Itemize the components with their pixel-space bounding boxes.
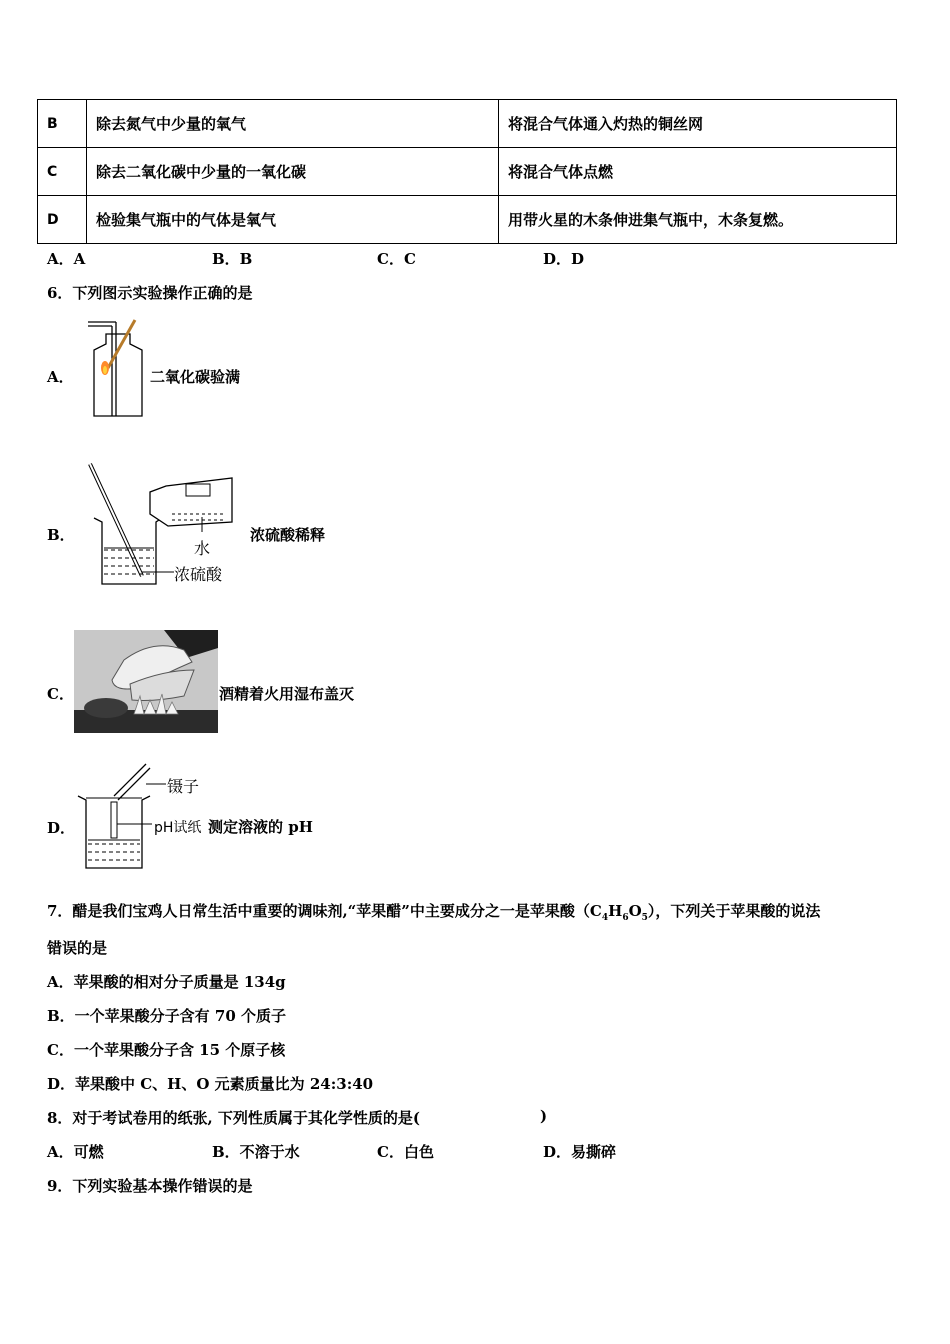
q9-stem: 9．下列实验基本操作错误的是 <box>47 1177 253 1195</box>
q8-option-d[interactable]: D．易撕碎 <box>543 1143 617 1161</box>
q7-option-c[interactable]: C．一个苹果酸分子含 15 个原子核 <box>47 1041 286 1059</box>
row-method: 用带火星的木条伸进集气瓶中，木条复燃。 <box>499 196 897 244</box>
q8-stem: 8．对于考试卷用的纸张, 下列性质属于其化学性质的是( <box>47 1109 420 1127</box>
q7-sub: 5 <box>641 913 648 923</box>
row-key: D <box>38 196 87 244</box>
row-key: C <box>38 148 87 196</box>
water-label: 水 <box>194 539 211 558</box>
row-purpose: 检验集气瓶中的气体是氧气 <box>87 196 499 244</box>
row-key: B <box>38 100 87 148</box>
options-table <box>37 99 897 244</box>
answer-option-c[interactable]: C．C <box>377 250 416 268</box>
q6-option-a-text: 二氧化碳验满 <box>150 368 241 386</box>
q7-stem-line2: 错误的是 <box>47 939 108 957</box>
q7-formula-o: O <box>628 902 642 920</box>
table-row <box>38 100 897 148</box>
q6-stem: 6．下列图示实验操作正确的是 <box>47 284 253 302</box>
q7-sub: 4 <box>601 913 609 923</box>
q8-option-c[interactable]: C．白色 <box>377 1143 434 1161</box>
q7-stem <box>47 900 820 923</box>
q7-option-b[interactable]: B．一个苹果酸分子含有 70 个质子 <box>47 1007 286 1025</box>
q8-option-b[interactable]: B．不溶于水 <box>212 1143 300 1161</box>
gas-bottle-illustration <box>80 318 150 420</box>
row-purpose: 除去二氧化碳中少量的一氧化碳 <box>87 148 499 196</box>
q7-formula-h: H <box>608 902 623 920</box>
q6-option-b-letter[interactable]: B． <box>47 526 75 544</box>
q6-option-c-letter[interactable]: C． <box>47 685 74 703</box>
q8-stem-close: ) <box>540 1107 548 1125</box>
fire-blanket-photo <box>74 630 218 733</box>
table-row <box>38 196 897 244</box>
q6-option-d-text: 测定溶液的 pH <box>208 818 313 836</box>
q6-option-a-letter[interactable]: A． <box>47 368 74 386</box>
row-purpose: 除去氮气中少量的氧气 <box>87 100 499 148</box>
q6-option-d-letter[interactable]: D． <box>47 819 76 837</box>
answer-option-d[interactable]: D．D <box>543 250 585 268</box>
table-row <box>38 148 897 196</box>
q7-sub: 6 <box>622 913 629 923</box>
q7-stem-tail: ），下列关于苹果酸的说法 <box>647 902 821 920</box>
acid-label: 浓硫酸 <box>174 565 223 584</box>
q6-option-c-text: 酒精着火用湿布盖灭 <box>219 685 355 703</box>
q8-option-a[interactable]: A．可燃 <box>47 1143 104 1161</box>
row-method: 将混合气体通入灼热的铜丝网 <box>499 100 897 148</box>
q7-option-d[interactable]: D．苹果酸中 C、H、O 元素质量比为 24:3:40 <box>47 1075 374 1093</box>
answer-option-a[interactable]: A．A <box>47 250 86 268</box>
q7-stem-part: 7．醋是我们宝鸡人日常生活中重要的调味剂,“苹果醋”中主要成分之一是苹果酸（C <box>47 902 602 920</box>
tweezers-label: 镊子 <box>167 777 200 796</box>
q7-option-a[interactable]: A．苹果酸的相对分子质量是 134g <box>47 973 286 991</box>
q6-option-b-text: 浓硫酸稀释 <box>250 526 326 544</box>
ph-paper-label: pH试纸 <box>154 820 202 836</box>
row-method: 将混合气体点燃 <box>499 148 897 196</box>
answer-option-b[interactable]: B．B <box>212 250 253 268</box>
